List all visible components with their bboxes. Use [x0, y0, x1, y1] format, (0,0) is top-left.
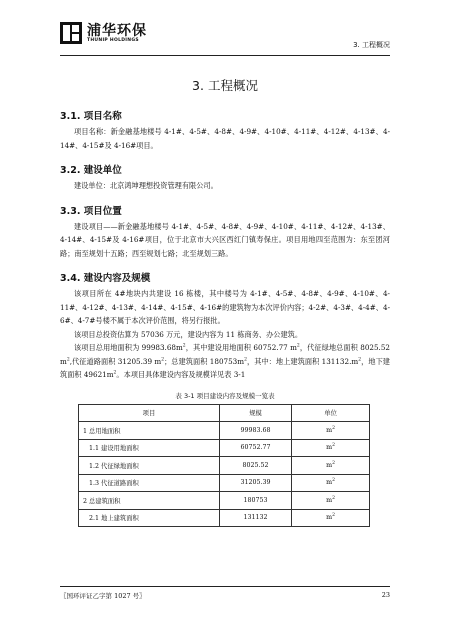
- section-title-project-name: 3.1. 项目名称: [60, 111, 122, 122]
- table-row: [79, 439, 370, 457]
- section-title-location: 3.3. 项目位置: [60, 205, 122, 217]
- page-number: 23: [381, 591, 390, 599]
- page-body: [60, 60, 390, 527]
- table-cell-unit: $m^2$: [292, 509, 370, 527]
- table-cell-item: 1.2 代征绿地面积: [79, 457, 220, 475]
- table-row: [79, 509, 370, 527]
- footer-certificate: 〖国环评证乙字第 1027 号〗: [60, 592, 146, 600]
- paragraph-location: 建设项目——新金融基地楼号 4-1#、4-5#、4-8#、4-9#、4-10#、4-11#、4-12#、4-13#、4-14#、4-15#及 4-16#项目，位于北京市大兴区西红门镇寿保庄。项目用地四至范围为：东至团河路；南至规划十五路；西至规划七路；北至规划三路。: [60, 221, 390, 258]
- table-header-item: 项目: [79, 404, 220, 422]
- table-row: [79, 457, 370, 475]
- table-header-unit: 单位: [292, 404, 370, 422]
- table-cell-unit: $m^2$: [292, 474, 370, 492]
- paragraph-scope-investment: 该项目总投资估算为 57036 万元，建设内容为 11 栋商务、办公建筑。: [74, 329, 303, 339]
- table-row: [79, 422, 370, 440]
- table-cell-unit: $m^2$: [292, 439, 370, 457]
- section-title-developer: 3.2. 建设单位: [60, 165, 122, 176]
- logo-chinese-name: 浦华环保: [87, 23, 147, 39]
- thunip-logo-icon: [60, 22, 82, 44]
- table-cell-item: 2 总建筑面积: [79, 492, 220, 510]
- page-header: [60, 20, 390, 54]
- section-title-scope: 3.4. 建设内容及规模: [60, 273, 151, 284]
- chapter-title: 3. 工程概况: [192, 78, 258, 93]
- paragraph-scope-areas: 该项目总用地面积为 $99983.68m^2$，其中建设用地面积 60752.77 $m^2$，代征绿地总面积 8025.52 $m^2$,代征道路面积 31205.39 $m^2$；总建筑面积 $180753m^2$，其中：地上建筑面积 $131132.m^2$，地下建筑面积 $49621m^2$。本项目具体建设内容及规模详见表 3-1: [60, 343, 390, 379]
- table-caption: 表 3-1 项目建设内容及规模一览表: [175, 391, 275, 400]
- table-cell-item: 1.3 代征道路面积: [79, 474, 220, 492]
- paragraph-project-name: 项目名称：新金融基地楼号 4-1#、4-5#、4-8#、4-9#、4-10#、4-11#、4-12#、4-13#、4-14#、4-15#及 4-16#项目。: [60, 127, 390, 150]
- header-chapter-ref: 3. 工程概况: [353, 41, 390, 49]
- table-cell-item: 1 总用地面积: [79, 422, 220, 440]
- header-divider: [60, 55, 390, 56]
- table-cell-unit: $m^2$: [292, 422, 370, 440]
- table-cell-unit: $m^2$: [292, 492, 370, 510]
- paragraph-developer: 建设单位：北京鸿坤理想投资管理有限公司。: [74, 181, 218, 190]
- table-cell-item: 2.1 地上建筑面积: [79, 509, 220, 527]
- table-row: [79, 474, 370, 492]
- construction-scope-table: [78, 404, 370, 528]
- logo-english-name: THUNIP HOLDINGS: [87, 38, 139, 43]
- table-header-row: [79, 404, 370, 422]
- paragraph-scope-buildings: 该项目所在 4#地块内共建设 16 栋楼，其中楼号为 4-1#、4-5#、4-8#、4-9#、4-10#、4-11#、4-12#、4-13#、4-14#、4-15#、4-16#的建筑物为本次评价内容；4-2#、4-3#、4-4#、4-6#、4-7#号楼不属于本次评价范围，将另行报批。: [60, 289, 390, 325]
- table-cell-value: 8025.52: [219, 457, 291, 475]
- footer-divider: [60, 586, 390, 587]
- table-cell-unit: $m^2$: [292, 457, 370, 475]
- table-row: [79, 492, 370, 510]
- table-cell-value: 131132: [219, 509, 291, 527]
- table-header-value: 规模: [219, 404, 291, 422]
- table-cell-value: 180753: [219, 492, 291, 510]
- table-cell-value: 60752.77: [219, 439, 291, 457]
- table-cell-value: 31205.39: [219, 474, 291, 492]
- table-cell-value: 99983.68: [219, 422, 291, 440]
- table-cell-item: 1.1 建设用地面积: [79, 439, 220, 457]
